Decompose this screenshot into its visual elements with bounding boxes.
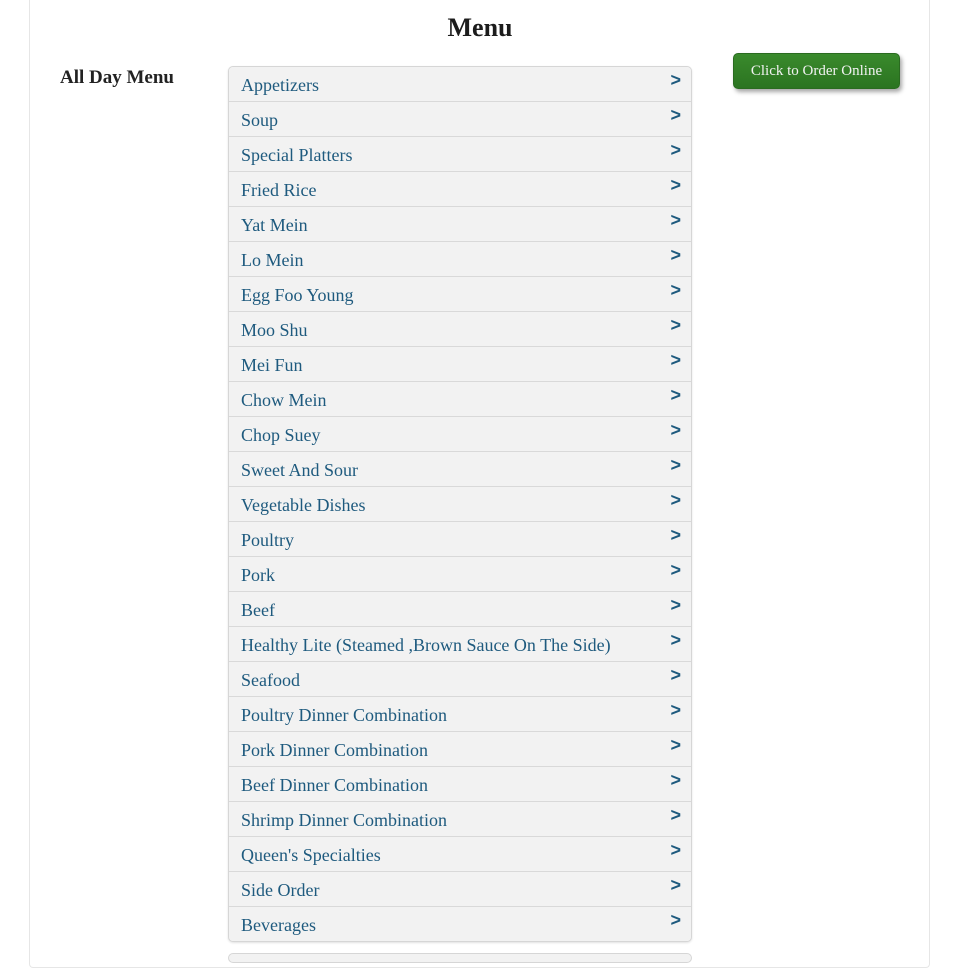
chevron-right-icon[interactable]: >: [670, 280, 681, 300]
menu-category-label[interactable]: Moo Shu: [241, 320, 308, 340]
menu-category-label[interactable]: Special Platters: [241, 145, 353, 165]
chevron-right-icon[interactable]: >: [670, 490, 681, 510]
chevron-right-icon[interactable]: >: [670, 875, 681, 895]
menu-category-label[interactable]: Chop Suey: [241, 425, 321, 445]
menu-category-label[interactable]: Queen's Specialties: [241, 845, 381, 865]
chevron-right-icon[interactable]: >: [670, 595, 681, 615]
menu-category-row[interactable]: [229, 486, 691, 521]
menu-category-row[interactable]: [229, 626, 691, 661]
menu-category-row[interactable]: [229, 836, 691, 871]
menu-category-row[interactable]: [229, 766, 691, 801]
menu-category-label[interactable]: Egg Foo Young: [241, 285, 354, 305]
chevron-right-icon[interactable]: >: [670, 840, 681, 860]
chevron-right-icon[interactable]: >: [670, 770, 681, 790]
chevron-right-icon[interactable]: >: [670, 385, 681, 405]
menu-category-label[interactable]: Fried Rice: [241, 180, 317, 200]
menu-category-row[interactable]: [229, 906, 691, 941]
menu-category-row[interactable]: [229, 871, 691, 906]
chevron-right-icon[interactable]: >: [670, 665, 681, 685]
chevron-right-icon[interactable]: >: [670, 315, 681, 335]
menu-category-label[interactable]: Healthy Lite (Steamed ,Brown Sauce On The Side): [241, 635, 611, 655]
menu-category-label[interactable]: Yat Mein: [241, 215, 308, 235]
menu-category-row[interactable]: [229, 67, 691, 101]
chevron-right-icon[interactable]: >: [670, 805, 681, 825]
menu-category-label[interactable]: Lo Mein: [241, 250, 304, 270]
menu-category-row[interactable]: [229, 556, 691, 591]
menu-category-label[interactable]: Beverages: [241, 915, 316, 935]
chevron-right-icon[interactable]: >: [670, 910, 681, 930]
section-label-all-day-menu: All Day Menu: [60, 67, 174, 88]
menu-category-row[interactable]: [229, 591, 691, 626]
order-online-button[interactable]: Click to Order Online: [733, 53, 900, 89]
chevron-right-icon[interactable]: >: [670, 350, 681, 370]
chevron-right-icon[interactable]: >: [670, 525, 681, 545]
menu-category-label[interactable]: Beef Dinner Combination: [241, 775, 428, 795]
menu-category-row[interactable]: [229, 696, 691, 731]
chevron-right-icon[interactable]: >: [670, 420, 681, 440]
menu-category-row[interactable]: [229, 381, 691, 416]
menu-category-row[interactable]: [229, 206, 691, 241]
menu-category-row[interactable]: [229, 451, 691, 486]
menu-category-label[interactable]: Pork Dinner Combination: [241, 740, 428, 760]
menu-category-row[interactable]: [229, 241, 691, 276]
menu-category-label[interactable]: Sweet And Sour: [241, 460, 358, 480]
menu-category-label[interactable]: Poultry: [241, 530, 295, 550]
menu-category-label[interactable]: Beef: [241, 600, 275, 620]
menu-category-row[interactable]: [229, 731, 691, 766]
chevron-right-icon[interactable]: >: [670, 140, 681, 160]
menu-category-row[interactable]: [229, 101, 691, 136]
menu-category-row[interactable]: [229, 171, 691, 206]
menu-category-list: [228, 66, 692, 942]
menu-category-label[interactable]: Mei Fun: [241, 355, 303, 375]
menu-category-label[interactable]: Poultry Dinner Combination: [241, 705, 447, 725]
menu-category-row[interactable]: [229, 521, 691, 556]
chevron-right-icon[interactable]: >: [670, 210, 681, 230]
chevron-right-icon[interactable]: >: [670, 700, 681, 720]
menu-category-row[interactable]: [229, 416, 691, 451]
menu-category-label[interactable]: Side Order: [241, 880, 320, 900]
menu-category-label[interactable]: Appetizers: [241, 75, 319, 95]
menu-category-label[interactable]: Soup: [241, 110, 279, 130]
menu-category-row[interactable]: [229, 136, 691, 171]
chevron-right-icon[interactable]: >: [670, 735, 681, 755]
menu-category-label[interactable]: Shrimp Dinner Combination: [241, 810, 447, 830]
chevron-right-icon[interactable]: >: [670, 560, 681, 580]
next-menu-list-edge: [228, 953, 692, 963]
menu-category-row[interactable]: [229, 801, 691, 836]
chevron-right-icon[interactable]: >: [670, 105, 681, 125]
menu-category-label[interactable]: Chow Mein: [241, 390, 327, 410]
chevron-right-icon[interactable]: >: [670, 455, 681, 475]
chevron-right-icon[interactable]: >: [670, 245, 681, 265]
menu-category-row[interactable]: [229, 311, 691, 346]
menu-category-label[interactable]: Vegetable Dishes: [241, 495, 366, 515]
menu-category-label[interactable]: Seafood: [241, 670, 300, 690]
menu-category-row[interactable]: [229, 276, 691, 311]
menu-category-row[interactable]: [229, 346, 691, 381]
page-title: Menu: [447, 13, 513, 42]
chevron-right-icon[interactable]: >: [670, 175, 681, 195]
chevron-right-icon[interactable]: >: [670, 630, 681, 650]
menu-category-label[interactable]: Pork: [241, 565, 276, 585]
chevron-right-icon[interactable]: >: [670, 70, 681, 90]
menu-category-row[interactable]: [229, 661, 691, 696]
